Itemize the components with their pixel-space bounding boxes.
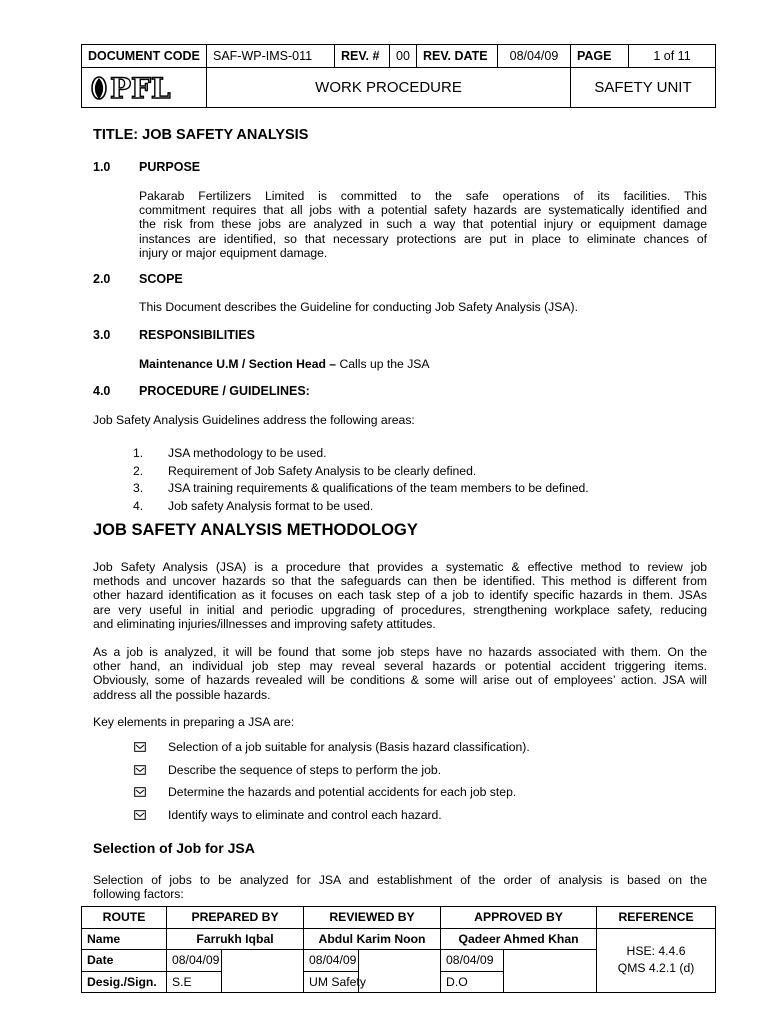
reference-qms: QMS 4.2.1 (d) xyxy=(617,961,695,976)
paragraph-line: Obviously, some of hazards revealed will be conditions & some will arise out of employees’ action. JSA will xyxy=(93,673,707,688)
reference-cell xyxy=(597,928,716,993)
prepared-desig: S.E xyxy=(167,971,222,993)
list-item: Identify ways to eliminate and control each hazard. xyxy=(134,804,530,827)
pfl-logo-icon xyxy=(88,71,200,105)
scope-num: 2.0 xyxy=(93,272,111,286)
approved-sign-box xyxy=(504,950,597,993)
reviewed-desig: UM Safety xyxy=(304,971,359,993)
approved-date: 08/04/09 xyxy=(441,950,504,972)
scope-text: This Document describes the Guideline for conducting Job Safety Analysis (JSA). xyxy=(139,300,578,314)
responsibilities-num: 3.0 xyxy=(93,328,111,342)
methodology-paragraph-1 xyxy=(93,560,707,631)
list-item: 4. Job safety Analysis format to be used. xyxy=(133,499,374,514)
pfl-logo xyxy=(88,68,200,107)
prepared-name: Farrukh Iqbal xyxy=(167,928,304,950)
selection-heading: Selection of Job for JSA xyxy=(93,840,255,856)
approval-footer-table xyxy=(81,906,716,993)
col-prepared-by: PREPARED BY xyxy=(167,907,304,929)
document-title: TITLE: JOB SAFETY ANALYSIS xyxy=(93,127,309,143)
methodology-paragraph-2 xyxy=(93,645,707,702)
date-label: Date xyxy=(82,950,167,972)
selection-paragraph xyxy=(93,873,707,901)
unit-name: SAFETY UNIT xyxy=(571,68,716,108)
procedure-list xyxy=(133,444,589,515)
responsibilities-title: RESPONSIBILITIES xyxy=(139,328,255,342)
page-value: 1 of 11 xyxy=(629,45,716,68)
reference-hse: HSE: 4.4.6 xyxy=(626,944,686,959)
paragraph-line: other hazard identification as it focuses on each task step of a job to identify specific hazards in them. JSAs xyxy=(93,588,707,603)
paragraph-line: and eliminating injuries/illnesses and improving safety attitudes. xyxy=(93,616,436,631)
rev-date-value: 08/04/09 xyxy=(498,45,571,68)
rev-label: REV. # xyxy=(335,45,390,68)
list-item: Describe the sequence of steps to perform the job. xyxy=(134,759,530,782)
reviewed-name: Abdul Karim Noon xyxy=(304,928,441,950)
paragraph-line: As a job is analyzed, it will be found that some job steps have no hazards associated with them. On the xyxy=(93,645,707,659)
reviewed-date: 08/04/09 xyxy=(304,950,359,972)
responsibility-line xyxy=(139,357,430,371)
paragraph-line: other hand, an individual job step may reveal several hazards or potential accident triggering items. xyxy=(93,659,707,674)
paragraph-line: address all the possible hazards. xyxy=(93,687,271,702)
page-label: PAGE xyxy=(571,45,629,68)
purpose-title: PURPOSE xyxy=(139,160,201,174)
methodology-heading: JOB SAFETY ANALYSIS METHODOLOGY xyxy=(93,521,418,539)
name-label: Name xyxy=(82,928,167,950)
doc-code-label: DOCUMENT CODE xyxy=(82,45,207,68)
approved-desig: D.O xyxy=(441,971,504,993)
purpose-line: Pakarab Fertilizers Limited is committed to the safe operations of its facilities. This xyxy=(139,189,707,203)
procedure-title: PROCEDURE / GUIDELINES: xyxy=(139,384,310,398)
checkbox-bullet-icon xyxy=(134,765,168,775)
doc-code-value: SAF-WP-IMS-011 xyxy=(207,45,335,68)
key-elements-intro: Key elements in preparing a JSA are: xyxy=(93,715,295,729)
checkbox-bullet-icon xyxy=(134,787,168,797)
desig-label: Desig./Sign. xyxy=(82,971,167,993)
checkbox-bullet-icon xyxy=(134,742,168,752)
purpose-line: injury or major equipment damage. xyxy=(139,245,328,260)
list-item: Selection of a job suitable for analysis (Basis hazard classification). xyxy=(134,736,530,759)
logo-text: PFL xyxy=(110,71,171,105)
paragraph-line: Selection of jobs to be analyzed for JSA and establishment of the order of analysis is based on the xyxy=(93,873,707,887)
paragraph-line: are very useful in initial and periodic upgrading of procedures, strengthening workplace safety, reducing xyxy=(93,602,707,617)
rev-date-label: REV. DATE xyxy=(417,45,498,68)
col-approved-by: APPROVED BY xyxy=(441,907,597,929)
doc-type: WORK PROCEDURE xyxy=(207,68,571,108)
paragraph-line: Job Safety Analysis (JSA) is a procedure that provides a systematic & effective method to review job xyxy=(93,560,707,574)
paragraph-line: methods and uncover hazards so that the safeguards can then be identified. This method is different from xyxy=(93,574,707,589)
document-header-table xyxy=(81,44,716,108)
purpose-line: commitment requires that all jobs with a potential safety hazards are systematically identified and xyxy=(139,203,707,218)
list-item: 3. JSA training requirements & qualifications of the team members to be defined. xyxy=(133,481,589,496)
list-item: 2. Requirement of Job Safety Analysis to be clearly defined. xyxy=(133,463,477,478)
col-route: ROUTE xyxy=(82,907,167,929)
prepared-date: 08/04/09 xyxy=(167,950,222,972)
reviewed-sign-box xyxy=(359,950,441,993)
col-reference: REFERENCE xyxy=(597,907,716,929)
list-item: Determine the hazards and potential accidents for each job step. xyxy=(134,781,530,804)
approved-name: Qadeer Ahmed Khan xyxy=(441,928,597,950)
logo-cell xyxy=(82,68,207,108)
purpose-num: 1.0 xyxy=(93,160,111,174)
rev-value: 00 xyxy=(390,45,417,68)
prepared-sign-box xyxy=(222,950,304,993)
purpose-line: the risk from these jobs are analyzed in such a way that potential injury or equipment damage xyxy=(139,217,707,232)
paragraph-line: following factors: xyxy=(93,887,184,902)
procedure-intro: Job Safety Analysis Guidelines address the following areas: xyxy=(93,413,415,427)
procedure-num: 4.0 xyxy=(93,384,111,398)
responsibility-role: Maintenance U.M / Section Head – xyxy=(139,357,337,371)
scope-title: SCOPE xyxy=(139,272,183,286)
checkbox-bullet-icon xyxy=(134,810,168,820)
list-item: 1. JSA methodology to be used. xyxy=(133,445,327,460)
responsibility-duty: Calls up the JSA xyxy=(336,357,430,371)
col-reviewed-by: REVIEWED BY xyxy=(304,907,441,929)
key-elements-list xyxy=(134,736,530,826)
purpose-line: instances are identified, so that necessary protections are put in place to eliminate chances of xyxy=(139,231,707,246)
purpose-paragraph xyxy=(139,189,707,260)
